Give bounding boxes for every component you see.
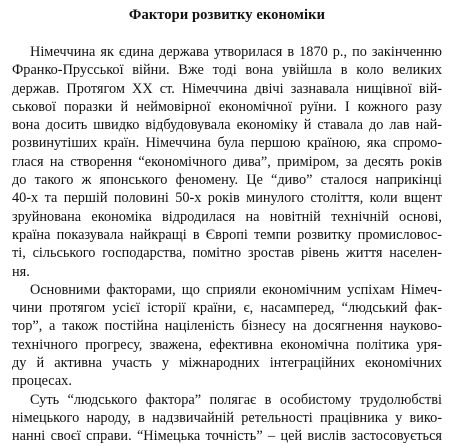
text-line: чини протягом усієї історії країни, є, насамперед, “людський фак- — [12, 300, 442, 317]
text-line: процесах. — [12, 373, 72, 390]
text-line: тор”, а також постійна націленість бізнесу на досягнення науково- — [12, 318, 442, 335]
document-title: Фактори розвитку економіки — [128, 7, 326, 23]
text-line: Основними факторами, що сприяли економічним успіхам Німеч- — [30, 281, 442, 298]
text-line: технічного прогресу, зважена, ефективна економічна політика уря- — [12, 336, 442, 353]
text-line: ня. — [12, 263, 30, 280]
text-line: країна показувала найкращі в Європі темпи розвитку промисловос- — [12, 226, 442, 243]
paragraph-3 — [12, 391, 442, 446]
text-line: Суть “людського фактора” полягає в особистому трудолюбстві — [30, 391, 442, 408]
text-line: 40-х та першій половині 50-х років минулого століття, коли вщент — [12, 190, 442, 207]
text-line: ду й активна участь у міжнародних інтеграційних економічних — [12, 355, 442, 372]
text-line: Франко-Прусської війни. Вже тоді вона увійшла в коло великих — [12, 62, 442, 79]
text-line: зруйнована економіка відродилася на новітній технічній основі, — [12, 208, 442, 225]
text-line: до такого ж японського феномену. Це “диво” сталося наприкінці — [12, 172, 442, 189]
text-line: глася на створення “економічного дива”, приміром, за десять років — [12, 153, 442, 170]
text-line: нанні своєї справи. “Німецька точність” – цей вислів застосовується — [12, 428, 442, 445]
text-line: вона досить швидко відбудовувала економіку й ставала до лав най- — [12, 117, 442, 134]
text-line: держав. Протягом XX ст. Німеччина двічі зазнавала нищівної вій- — [12, 80, 442, 97]
text-line: ськової поразки й неймовірної економічної руїни. І кожного разу — [12, 98, 442, 115]
text-line: Німеччина як єдина держава утворилася в 1870 р., по закінченню — [30, 44, 442, 60]
paragraph-2 — [12, 281, 442, 391]
text-line: німецького народу, в надзвичайній ретельності працівника у вико- — [12, 409, 442, 426]
text-line: ті, сільського господарства, помітно зростав рівень життя населен- — [12, 245, 442, 262]
paragraph-1 — [12, 43, 442, 281]
text-line: розвинутіших країн. Німеччина була першою країною, яка спромо- — [12, 135, 442, 152]
